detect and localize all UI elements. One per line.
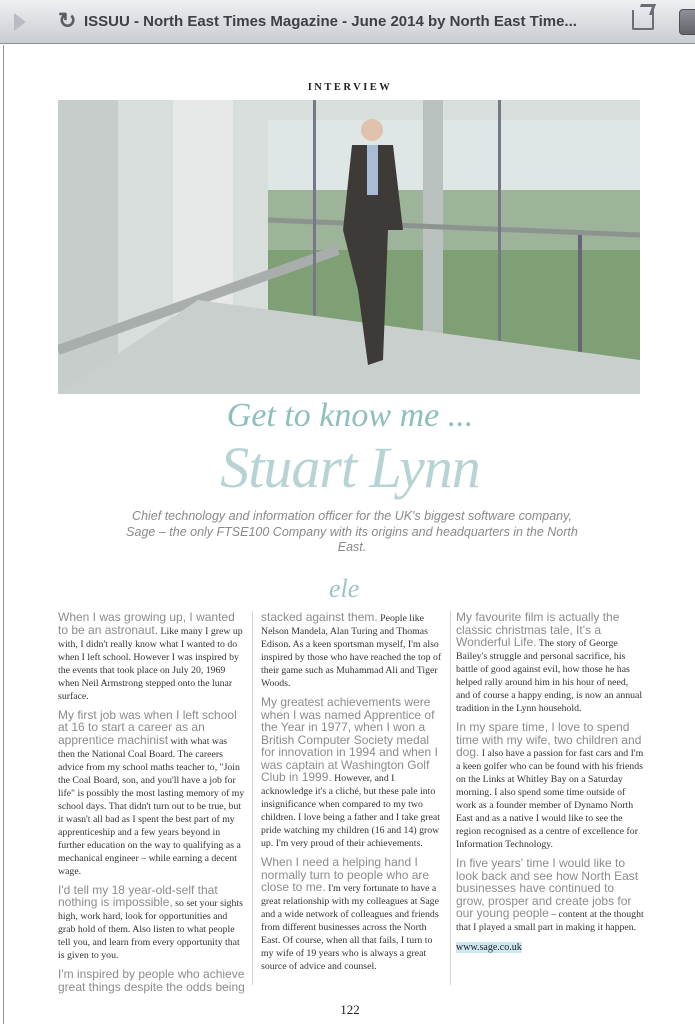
paragraph — [58, 611, 246, 702]
paragraph-body: – content at the thought that I played a small part in making it happen. — [456, 909, 644, 933]
paragraph-lead: I'm inspired by people who achieve great things despite the odds being — [58, 967, 245, 994]
paragraph-body: However, and I acknowledge it's a cliché, but these pale into insignificance when compared to my two children. I love being a father and I take great pride watching my children (16 and 14) grow up. I'm very proud of their achievements. — [261, 773, 440, 849]
heading-line-1: Get to know me ... — [226, 397, 474, 434]
paragraph — [261, 856, 444, 972]
forward-icon[interactable] — [14, 13, 26, 31]
paragraph-lead: When I need a helping hand I normally turn to people who are close to me. — [261, 855, 430, 894]
column-3 — [456, 611, 644, 960]
browser-toolbar — [0, 0, 695, 44]
paragraph-lead: In my spare time, I love to spend time with my wife, two children and dog. — [456, 720, 642, 759]
website-line — [456, 940, 644, 953]
paragraph — [456, 721, 644, 850]
portrait-photo — [58, 100, 640, 394]
column-2 — [261, 611, 444, 979]
reload-icon[interactable]: ↻ — [58, 8, 77, 33]
paragraph-lead: stacked against them. — [261, 610, 378, 624]
paragraph-lead: My favourite film is actually the classic christmas tale, It's a Wonderful Life. — [456, 610, 620, 649]
paragraph-lead: When I was growing up, I wanted to be an astronaut. — [58, 610, 235, 637]
flourish-ornament: ele — [329, 574, 360, 603]
magazine-page — [3, 45, 695, 1024]
paragraph-lead: My greatest achievements were when I was named Apprentice of the Year in 1977, when I won a British Computer Society medal for innovation in 1994 and when I was captain at Washington Golf Club in 1999. — [261, 695, 438, 784]
paragraph-body: so set your sights high, work hard, look for opportunities and grab hold of them. Also listen to what people tell you, and learn from every opportunity that is given to you. — [58, 898, 243, 961]
paragraph-body: I also have a passion for fast cars and I'm a keen golfer who can be found with his friends on the Links at Whitley Bay on a Saturday morning. I also spend some time outside of work as a founder member of Dynamo North East and as a native I would like to see the region recognised as a centre of excellence for Information Technology. — [456, 748, 644, 850]
paragraph — [261, 611, 444, 689]
tabs-button[interactable] — [679, 9, 695, 35]
paragraph-lead: I'd tell my 18 year-old-self that nothing is impossible, — [58, 882, 218, 909]
heading-name: Stuart Lynn — [220, 435, 480, 500]
paragraph — [456, 857, 644, 933]
column-1 — [58, 611, 246, 1000]
paragraph-lead: In five years' time I would like to look back and see how North East businesses have continued to grow, prosper and create jobs for our young people — [456, 856, 639, 920]
paragraph — [261, 696, 444, 849]
page-title: ISSUU - North East Times Magazine - June 2014 by North East Time... — [84, 13, 577, 30]
paragraph — [58, 709, 246, 877]
paragraph-body: with what was then the National Coal Board. The careers advice from my school maths teacher to, "Join the Coal Board, son, and you'll have a job for life" is possibly the most lasting memory of my school days. That didn't turn out to be true, but it wasn't all bad as I spent the best part of my apprenticeship and a few years beyond in further education on the way to qualifying as a mechanical engineer – while earning a decent wage. — [58, 735, 245, 877]
page-number: 122 — [340, 1002, 360, 1017]
standfirst: Chief technology and information officer for the UK's biggest software company, Sage – the only FTSE100 Company with its origins and headquarters in the North East. — [126, 509, 578, 554]
paragraph — [58, 968, 246, 993]
paragraph-body: The story of George Bailey's struggle and personal sacrifice, his battle of good against evil, how those he has helped rally around him in his hour of need, and of course a happy ending, is now an annual tradition in the Lynn household. — [456, 638, 643, 714]
column-divider — [450, 611, 451, 985]
paragraph — [58, 884, 246, 962]
paragraph-body: People like Nelson Mandela, Alan Turing and Thomas Edison. As a keen sportsman myself, I'm also inspired by those who have reached the top of their game such as Muhammad Ali and Tiger Woods. — [261, 613, 442, 689]
column-divider — [252, 611, 253, 985]
section-label: INTERVIEW — [307, 82, 393, 93]
share-icon[interactable] — [632, 10, 654, 30]
paragraph-body: Like many I grew up with, I didn't really know what I wanted to do when I left school. However I was inspired by the events that took place on July 20, 1969 when Neil Armstrong stepped onto the lunar surface. — [58, 625, 243, 702]
paragraph-lead: My first job was when I left school at 16 to start a career as an apprentice machinist — [58, 707, 237, 747]
paragraph — [456, 611, 644, 714]
website-link[interactable]: www.sage.co.uk — [456, 942, 522, 953]
paragraph-body: I'm very fortunate to have a great relationship with my colleagues at Sage and a wide network of colleagues and friends from different businesses across the North East. Of course, when all that fails, I turn to my wife of 19 years who is always a great source of advice and counsel. — [261, 883, 439, 972]
